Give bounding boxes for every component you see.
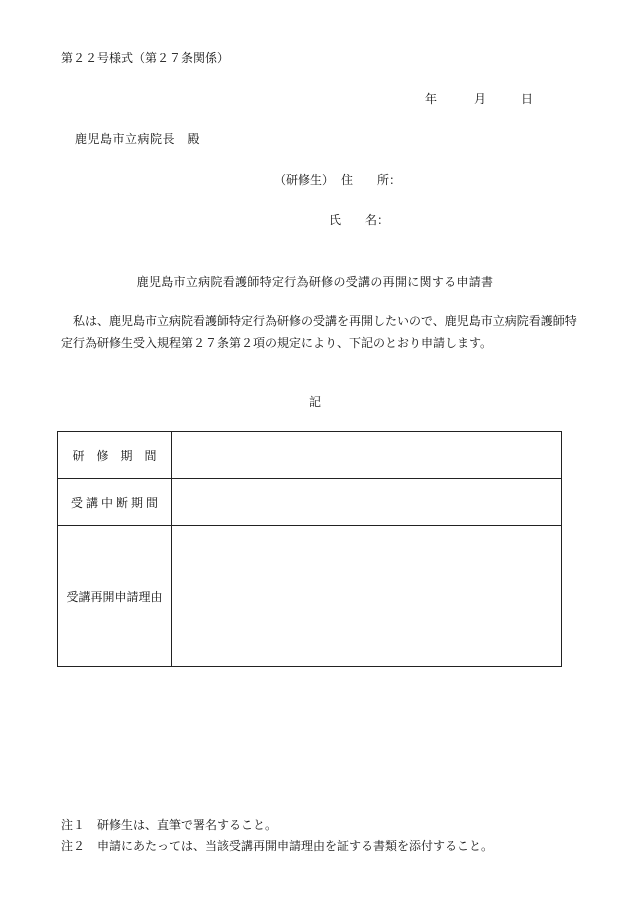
body-paragraph: 私は、鹿児島市立病院看護師特定行為研修の受講を再開したいので、鹿児島市立病院看護師特定行為研修生受入規程第２７条第２項の規定により、下記のとおり申請します。 [61,314,577,350]
table-row-resume-reason [58,526,562,667]
document-title: 鹿児島市立病院看護師特定行為研修の受講の再開に関する申請書 [136,275,494,289]
applicant-role-label: （研修生） [274,173,335,187]
date-year-label: 年 [425,92,438,106]
suspension-period-field[interactable] [172,479,562,526]
training-period-label: 研修期間 [58,432,172,479]
table-row-training-period [58,432,562,479]
table-row-suspension-period [58,479,562,526]
suspension-period-label: 受講中断期間 [58,479,172,526]
form-number: 第２２号様式（第２７条関係） [61,51,230,65]
training-period-field[interactable] [172,432,562,479]
name-label: 氏 名： [329,213,390,227]
application-table [57,431,562,667]
note-2: 注２ 申請にあたっては、当該受講再開申請理由を証する書類を添付すること。 [61,839,494,853]
note-1: 注１ 研修生は、直筆で署名すること。 [61,818,278,832]
address-label: 住 所： [341,173,402,187]
date-month-label: 月 [474,92,487,106]
ki-heading: 記 [308,395,321,409]
date-day-label: 日 [521,92,534,106]
addressee: 鹿児島市立病院長 殿 [75,132,201,146]
resume-reason-label: 受講再開申請理由 [58,526,172,667]
resume-reason-field[interactable] [172,526,562,667]
